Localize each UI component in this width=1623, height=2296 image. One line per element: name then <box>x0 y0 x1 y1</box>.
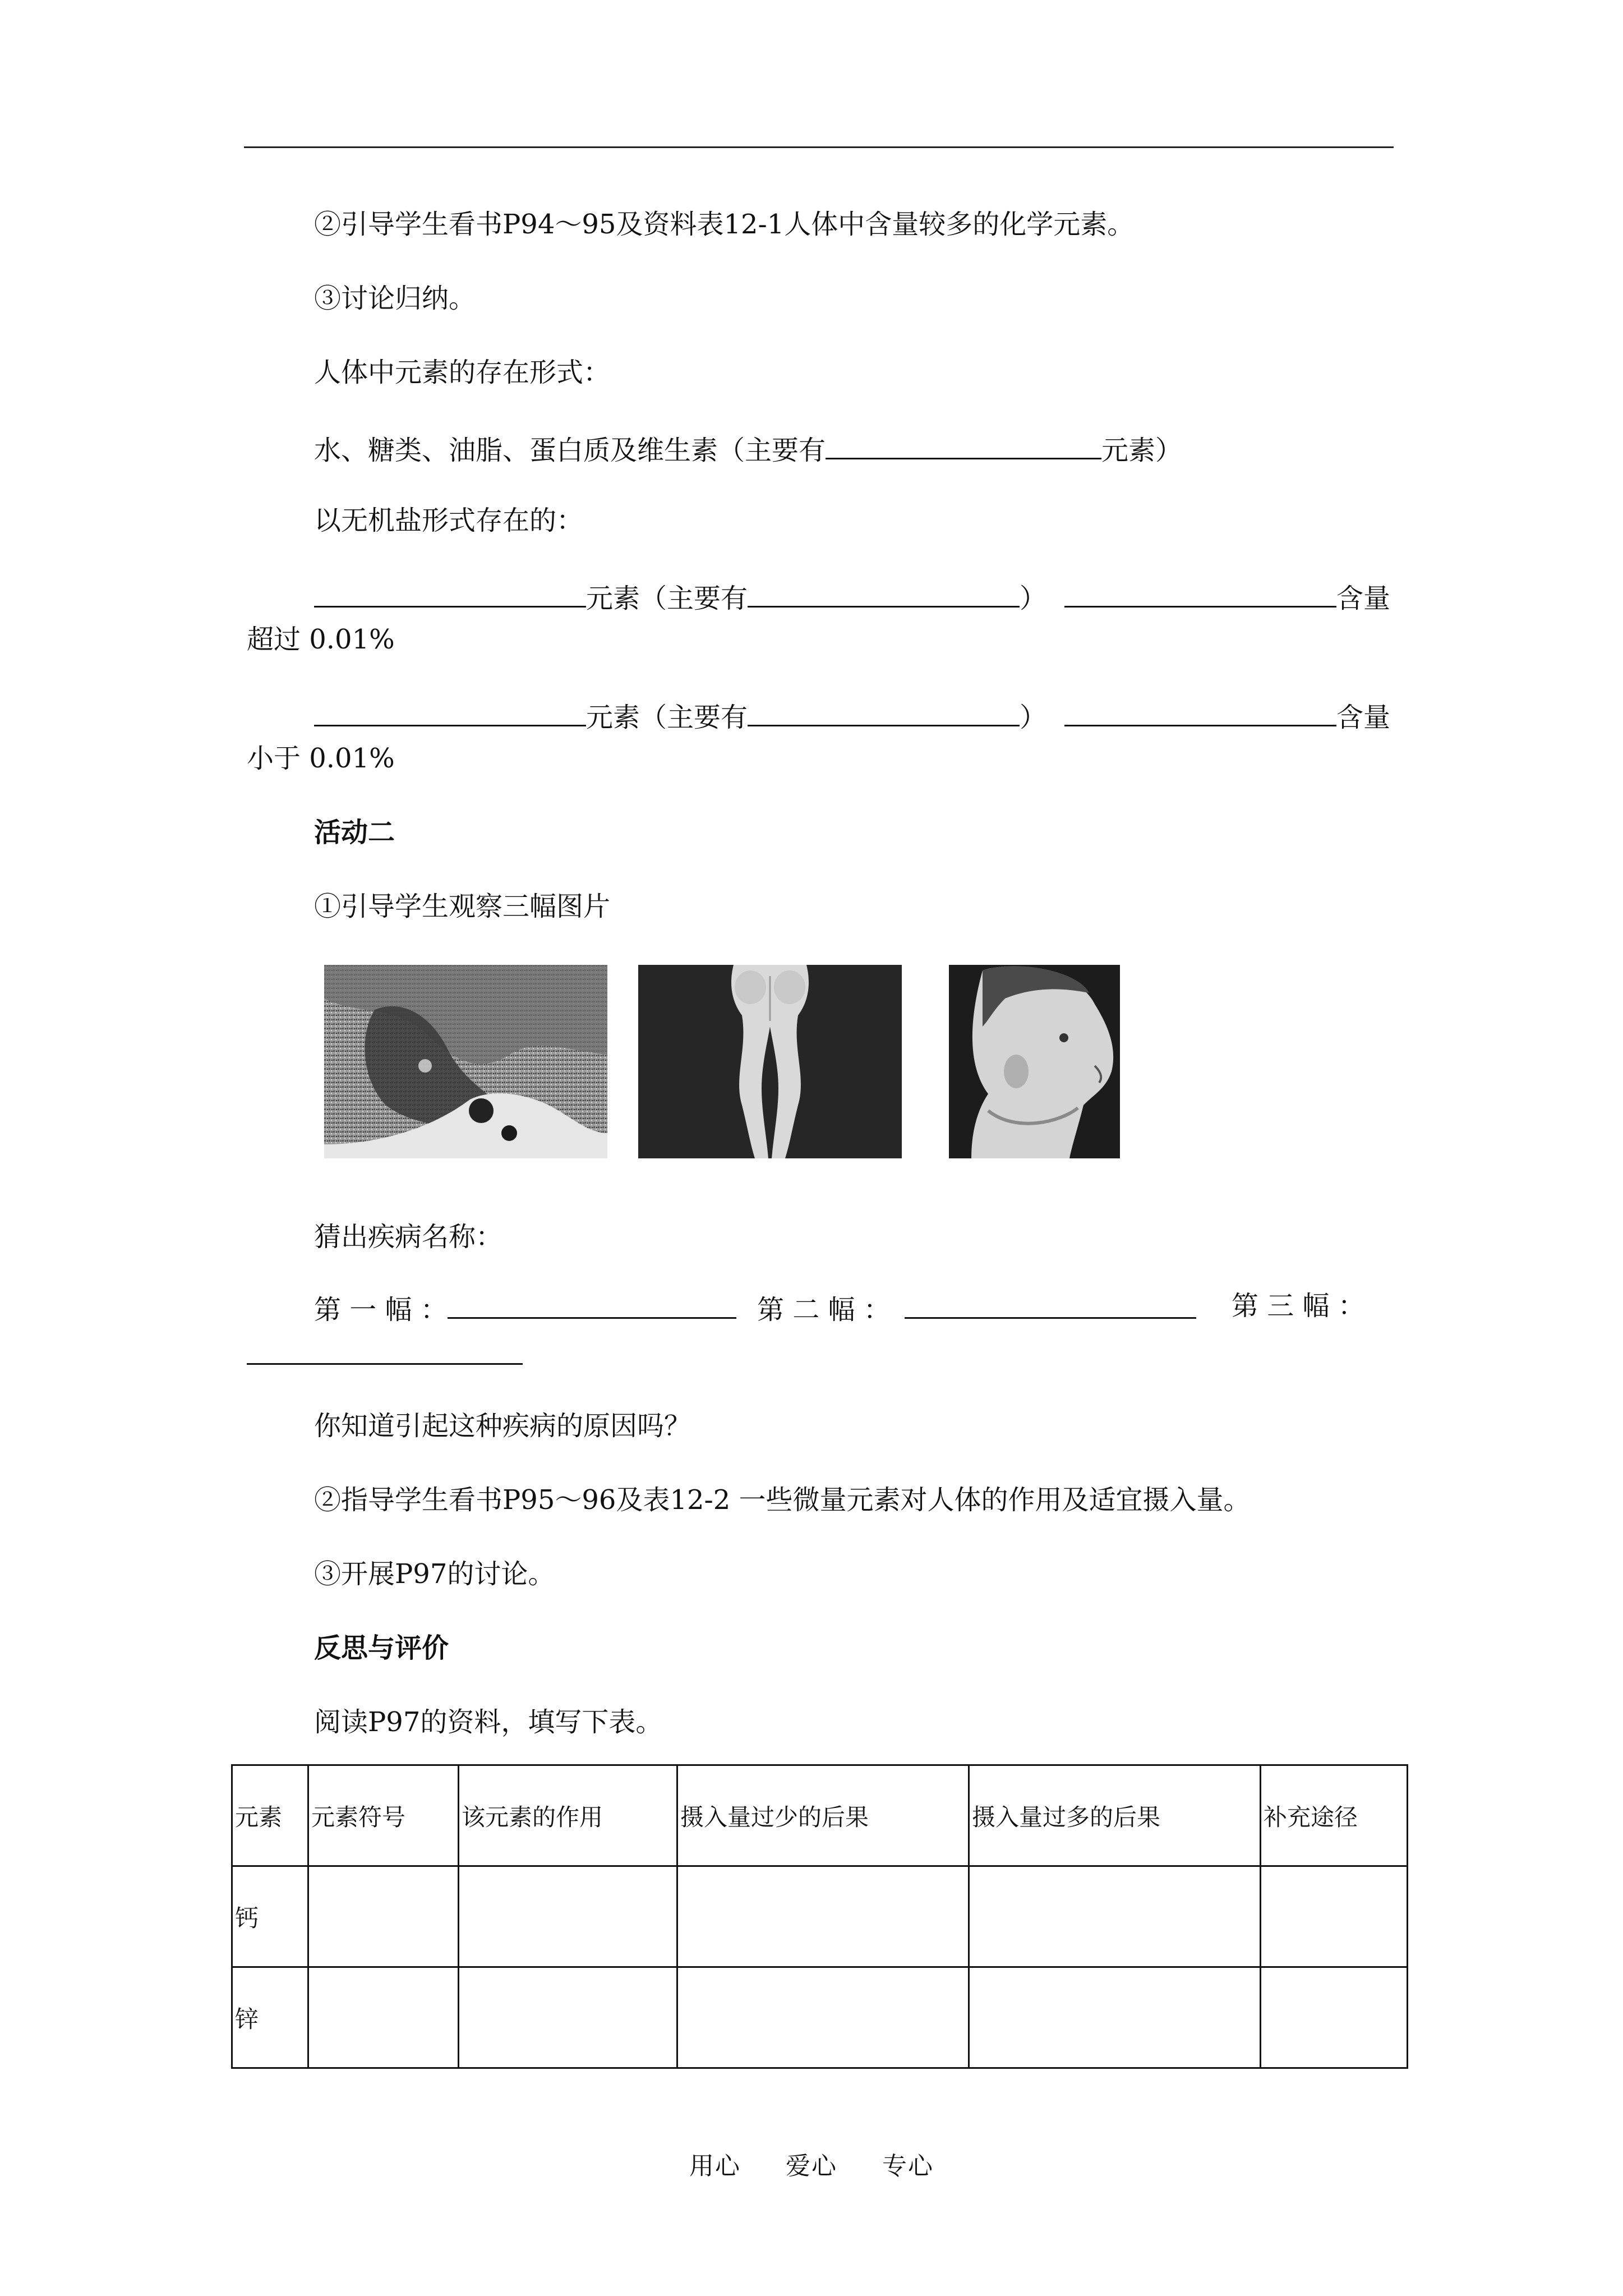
disease-photo-3 <box>949 965 1120 1158</box>
text-fragment: 第 三 幅 ： <box>1232 1290 1365 1322</box>
footer-word: 专心 <box>882 2152 934 2180</box>
text-line: 猜出疾病名称： <box>314 1221 503 1253</box>
table-cell-empty[interactable] <box>308 1866 459 1967</box>
table-cell-empty[interactable] <box>459 1866 677 1967</box>
text-line: ①引导学生观察三幅图片 <box>314 891 611 922</box>
text-fragment: 元素） <box>1101 435 1183 466</box>
fill-line-macro <box>314 578 1046 615</box>
text-line: 超过 0.01% <box>247 624 395 655</box>
table-cell-empty[interactable] <box>459 1967 677 2068</box>
table-cell-empty[interactable] <box>677 1866 969 1967</box>
table-cell-empty[interactable] <box>1261 1967 1408 2068</box>
fill-line-organic <box>314 430 1182 467</box>
photo-1-art <box>324 965 607 1158</box>
answer-blank[interactable] <box>748 697 1020 726</box>
text-line: ③开展P97的讨论。 <box>314 1558 555 1590</box>
section-heading: 反思与评价 <box>314 1632 449 1664</box>
answer-blank[interactable] <box>905 1289 1196 1319</box>
table-cell-element: 锌 <box>232 1967 308 2068</box>
fig-answer-line <box>314 1289 736 1327</box>
table-header-row <box>232 1765 1408 1866</box>
text-line: ②指导学生看书P95～96及表12-2 一些微量元素对人体的作用及适宜摄入量。 <box>314 1484 1251 1516</box>
text-line: 小于 0.01% <box>247 743 395 774</box>
fill-line-macro-tail <box>1064 578 1390 615</box>
text-fragment: 第 一 幅 ： <box>314 1294 448 1326</box>
table-header-cell: 该元素的作用 <box>459 1765 677 1866</box>
answer-blank[interactable] <box>1064 578 1336 608</box>
table-header-cell: 补充途径 <box>1261 1765 1408 1866</box>
text-line: 以无机盐形式存在的： <box>314 505 584 536</box>
table-cell-empty[interactable] <box>1261 1866 1408 1967</box>
text-fragment: 元素（主要有 <box>586 583 748 614</box>
text-line: ③讨论归纳。 <box>314 283 476 314</box>
table-header-cell: 元素 <box>232 1765 308 1866</box>
disease-photo-1 <box>324 965 607 1158</box>
table-row <box>232 1967 1408 2068</box>
header-rule <box>244 146 1394 148</box>
fill-line-trace-tail <box>1064 697 1390 734</box>
table-cell-empty[interactable] <box>969 1967 1261 2068</box>
fill-line-trace <box>314 697 1046 734</box>
text-fragment: 含量 <box>1336 583 1391 614</box>
text-fragment: 含量 <box>1336 702 1391 733</box>
text-fragment: 第 二 幅 ： <box>757 1294 891 1326</box>
table-cell-element: 钙 <box>232 1866 308 1967</box>
table-row <box>232 1866 1408 1967</box>
answer-blank[interactable] <box>826 430 1101 459</box>
answer-blank[interactable] <box>314 697 586 726</box>
disease-photo-2 <box>638 965 902 1158</box>
page-footer <box>0 2146 1623 2182</box>
text-line: ②引导学生看书P94～95及资料表12-1人体中含量较多的化学元素。 <box>314 209 1135 240</box>
fig-answer-line <box>1232 1289 1365 1323</box>
answer-blank[interactable] <box>247 1335 523 1365</box>
photo-2-art <box>638 965 902 1158</box>
element-table <box>231 1764 1408 2069</box>
answer-blank[interactable] <box>748 578 1020 608</box>
text-fragment: 水、糖类、油脂、蛋白质及维生素（主要有 <box>314 435 826 466</box>
text-fragment: 元素（主要有 <box>586 702 748 733</box>
footer-word: 用心 <box>689 2152 741 2180</box>
text-fragment: ） <box>1020 702 1047 733</box>
section-heading: 活动二 <box>314 817 395 848</box>
table-cell-empty[interactable] <box>677 1967 969 2068</box>
text-line: 阅读P97的资料，填写下表。 <box>314 1706 663 1738</box>
photo-3-art <box>949 965 1120 1158</box>
answer-blank[interactable] <box>448 1289 736 1319</box>
table-header-cell: 摄入量过少的后果 <box>677 1765 969 1866</box>
answer-blank[interactable] <box>1064 697 1336 726</box>
table-header-cell: 元素符号 <box>308 1765 459 1866</box>
answer-blank[interactable] <box>314 578 586 608</box>
fig-answer-line <box>247 1335 523 1373</box>
text-fragment: ） <box>1020 583 1047 614</box>
footer-word: 爱心 <box>786 2152 837 2180</box>
text-line: 人体中元素的存在形式： <box>314 357 611 388</box>
fig-answer-line <box>757 1289 1196 1327</box>
table-header-cell: 摄入量过多的后果 <box>969 1765 1261 1866</box>
text-line: 你知道引起这种疾病的原因吗？ <box>314 1410 691 1442</box>
table-cell-empty[interactable] <box>308 1967 459 2068</box>
table-cell-empty[interactable] <box>969 1866 1261 1967</box>
